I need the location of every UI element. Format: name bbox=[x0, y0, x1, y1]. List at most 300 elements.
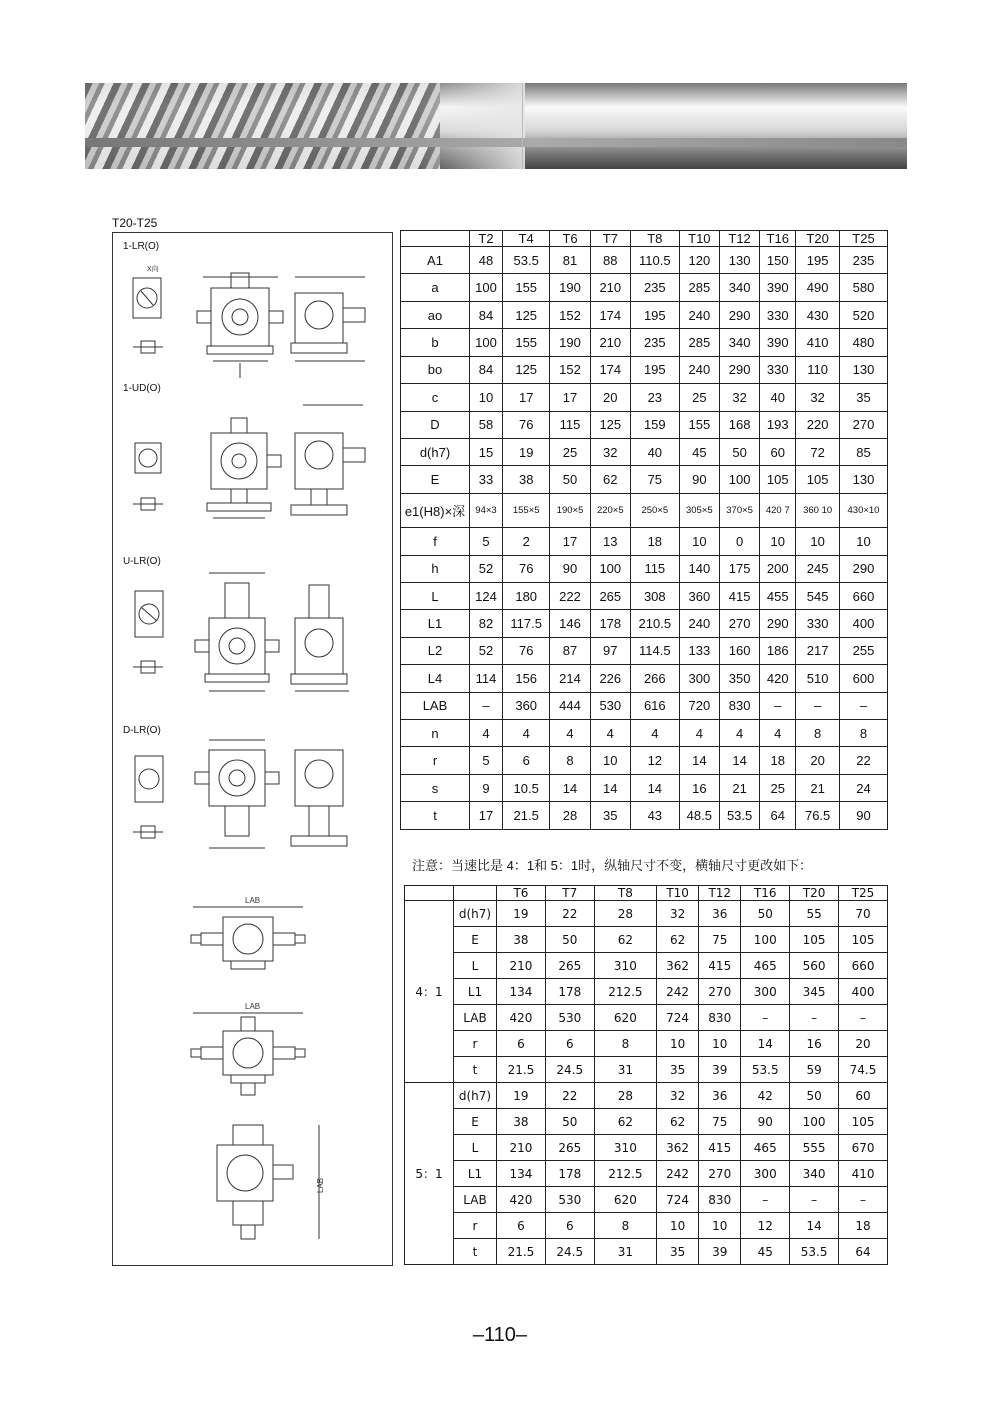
table-cell: 724 bbox=[657, 1005, 699, 1031]
table-cell: 212.5 bbox=[594, 979, 656, 1005]
table-cell: 76 bbox=[503, 555, 550, 582]
table-cell: 210 bbox=[590, 274, 630, 301]
table-cell: 130 bbox=[839, 356, 887, 383]
table-cell: 720 bbox=[679, 692, 719, 719]
table-cell: 28 bbox=[550, 802, 590, 830]
table-cell: 62 bbox=[657, 1109, 699, 1135]
table-cell: 35 bbox=[839, 384, 887, 411]
table-cell: 33 bbox=[470, 466, 503, 493]
table-cell: 14 bbox=[719, 747, 759, 774]
table-cell: 265 bbox=[545, 1135, 594, 1161]
table-cell: 420 7 bbox=[760, 493, 796, 527]
row-label: t bbox=[454, 1239, 497, 1265]
table-cell: 178 bbox=[545, 1161, 594, 1187]
table-cell: – bbox=[741, 1187, 790, 1213]
table-cell: 17 bbox=[550, 384, 590, 411]
banner-stripe bbox=[85, 138, 907, 147]
table-cell: 17 bbox=[503, 384, 550, 411]
table-cell: 105 bbox=[760, 466, 796, 493]
table-row bbox=[401, 610, 888, 637]
table-cell: 360 bbox=[503, 692, 550, 719]
table-cell: 53.5 bbox=[741, 1057, 790, 1083]
table-row bbox=[401, 384, 888, 411]
banner-divider bbox=[522, 83, 523, 169]
table-cell: 465 bbox=[741, 953, 790, 979]
table-cell: 340 bbox=[719, 329, 759, 356]
upper-housing bbox=[225, 583, 249, 618]
table-row bbox=[401, 411, 888, 438]
table-cell: 155 bbox=[679, 411, 719, 438]
shaft-bottom bbox=[231, 489, 247, 503]
row-label: L1 bbox=[401, 610, 470, 637]
table-cell: 520 bbox=[839, 301, 887, 328]
table-cell: 420 bbox=[497, 1187, 546, 1213]
table-cell: 21.5 bbox=[497, 1239, 546, 1265]
table-cell: 285 bbox=[679, 329, 719, 356]
spec-table bbox=[400, 230, 888, 830]
column-header: T20 bbox=[796, 231, 840, 247]
row-label: D bbox=[401, 411, 470, 438]
table-cell: 10.5 bbox=[503, 774, 550, 801]
table-cell: 12 bbox=[630, 747, 679, 774]
table-cell: 10 bbox=[839, 528, 887, 555]
table-cell: – bbox=[839, 1187, 888, 1213]
ratio-header-row bbox=[405, 886, 888, 901]
table-cell: 415 bbox=[699, 1135, 741, 1161]
table-cell: 174 bbox=[590, 301, 630, 328]
table-cell: 17 bbox=[550, 528, 590, 555]
table-cell: 345 bbox=[790, 979, 839, 1005]
table-cell: 266 bbox=[630, 665, 679, 692]
table-row bbox=[401, 747, 888, 774]
lab-label: LAB bbox=[245, 1002, 261, 1011]
table-cell: 214 bbox=[550, 665, 590, 692]
table-cell: 235 bbox=[630, 329, 679, 356]
table-cell: 36 bbox=[699, 901, 741, 927]
table-cell: 130 bbox=[719, 247, 759, 274]
table-cell: 32 bbox=[657, 901, 699, 927]
table-cell: 330 bbox=[760, 356, 796, 383]
table-cell: 74.5 bbox=[839, 1057, 888, 1083]
table-cell: 130 bbox=[839, 466, 887, 493]
section-title: T20-T25 bbox=[112, 216, 158, 230]
table-cell: 76 bbox=[503, 637, 550, 664]
row-label: A1 bbox=[401, 247, 470, 274]
table-cell: 724 bbox=[657, 1187, 699, 1213]
table-cell: 530 bbox=[545, 1005, 594, 1031]
row-label: E bbox=[454, 1109, 497, 1135]
table-cell: 6 bbox=[503, 747, 550, 774]
table-cell: 133 bbox=[679, 637, 719, 664]
table-cell: 62 bbox=[590, 466, 630, 493]
table-cell: 120 bbox=[679, 247, 719, 274]
column-header: T8 bbox=[594, 886, 656, 901]
ratio-table bbox=[404, 885, 888, 1265]
table-cell: 134 bbox=[497, 1161, 546, 1187]
column-header: T4 bbox=[503, 231, 550, 247]
table-cell: 270 bbox=[839, 411, 887, 438]
table-cell: 100 bbox=[590, 555, 630, 582]
table-cell: 25 bbox=[550, 438, 590, 465]
table-cell: 190 bbox=[550, 274, 590, 301]
table-cell: 88 bbox=[590, 247, 630, 274]
table-cell: 52 bbox=[470, 555, 503, 582]
table-cell: 212.5 bbox=[594, 1161, 656, 1187]
spec-table-body bbox=[401, 247, 888, 830]
drawing-1-lr bbox=[113, 233, 394, 383]
table-cell: 330 bbox=[796, 610, 840, 637]
row-label: r bbox=[454, 1213, 497, 1239]
table-cell: 270 bbox=[699, 979, 741, 1005]
table-cell: 25 bbox=[760, 774, 796, 801]
table-cell: 13 bbox=[590, 528, 630, 555]
header-banner bbox=[85, 83, 907, 169]
table-cell: 8 bbox=[796, 720, 840, 747]
table-cell: 6 bbox=[497, 1031, 546, 1057]
drawing-u-lr bbox=[113, 563, 394, 703]
table-cell: – bbox=[760, 692, 796, 719]
table-row bbox=[405, 901, 888, 927]
gearbox-body bbox=[211, 433, 267, 489]
table-cell: 14 bbox=[741, 1031, 790, 1057]
row-label: L bbox=[401, 582, 470, 609]
table-cell: 22 bbox=[545, 1083, 594, 1109]
banner-fade bbox=[345, 83, 525, 169]
ratio-group-label: 5：1 bbox=[405, 1083, 454, 1265]
table-cell: 415 bbox=[719, 582, 759, 609]
table-row bbox=[405, 1057, 888, 1083]
table-cell: 70 bbox=[839, 901, 888, 927]
table-cell: 62 bbox=[657, 927, 699, 953]
table-cell: 42 bbox=[741, 1083, 790, 1109]
table-cell: 20 bbox=[796, 747, 840, 774]
table-cell: 217 bbox=[796, 637, 840, 664]
table-cell: 40 bbox=[630, 438, 679, 465]
table-cell: 10 bbox=[679, 528, 719, 555]
table-cell: 6 bbox=[545, 1031, 594, 1057]
table-cell: 38 bbox=[503, 466, 550, 493]
table-cell: – bbox=[839, 1005, 888, 1031]
table-cell: 115 bbox=[550, 411, 590, 438]
table-cell: 21 bbox=[719, 774, 759, 801]
shaft-left bbox=[197, 311, 211, 323]
table-cell: 14 bbox=[550, 774, 590, 801]
table-cell: 174 bbox=[590, 356, 630, 383]
table-cell: 308 bbox=[630, 582, 679, 609]
table-cell: 38 bbox=[497, 927, 546, 953]
view-label: 1-UD(O) bbox=[123, 383, 161, 394]
table-row bbox=[401, 582, 888, 609]
table-cell: 114.5 bbox=[630, 637, 679, 664]
table-cell: 53.5 bbox=[503, 247, 550, 274]
table-cell: 193 bbox=[760, 411, 796, 438]
table-cell: – bbox=[470, 692, 503, 719]
table-cell: 200 bbox=[760, 555, 796, 582]
row-label: L bbox=[454, 953, 497, 979]
table-cell: 16 bbox=[790, 1031, 839, 1057]
table-cell: 62 bbox=[594, 927, 656, 953]
table-row bbox=[401, 247, 888, 274]
table-cell: 410 bbox=[796, 329, 840, 356]
table-row bbox=[401, 528, 888, 555]
table-cell: 90 bbox=[839, 802, 887, 830]
table-cell: 150 bbox=[760, 247, 796, 274]
table-cell: 10 bbox=[657, 1213, 699, 1239]
table-cell: 4 bbox=[760, 720, 796, 747]
x-dir-label: X向 bbox=[147, 266, 159, 273]
table-cell: 64 bbox=[839, 1239, 888, 1265]
table-row bbox=[405, 1109, 888, 1135]
table-cell: 50 bbox=[719, 438, 759, 465]
table-cell: 100 bbox=[470, 329, 503, 356]
table-cell: 5 bbox=[470, 528, 503, 555]
gearbox-body bbox=[209, 750, 265, 806]
table-cell: 480 bbox=[839, 329, 887, 356]
table-cell: 110.5 bbox=[630, 247, 679, 274]
table-row bbox=[401, 438, 888, 465]
table-cell: 555 bbox=[790, 1135, 839, 1161]
column-header: T2 bbox=[470, 231, 503, 247]
table-cell: 8 bbox=[594, 1213, 656, 1239]
table-row bbox=[401, 692, 888, 719]
table-cell: 190 bbox=[550, 329, 590, 356]
table-cell: 90 bbox=[550, 555, 590, 582]
table-cell: 210 bbox=[497, 953, 546, 979]
table-cell: 390 bbox=[760, 329, 796, 356]
table-cell: 125 bbox=[503, 301, 550, 328]
table-cell: 560 bbox=[790, 953, 839, 979]
table-cell: 226 bbox=[590, 665, 630, 692]
table-cell: 39 bbox=[699, 1239, 741, 1265]
corner-cell bbox=[401, 231, 470, 247]
table-cell: 75 bbox=[699, 927, 741, 953]
table-cell: 250×5 bbox=[630, 493, 679, 527]
table-cell: 32 bbox=[719, 384, 759, 411]
column-header: T25 bbox=[839, 231, 887, 247]
table-cell: 220 bbox=[796, 411, 840, 438]
row-label: bo bbox=[401, 356, 470, 383]
table-cell: 300 bbox=[679, 665, 719, 692]
table-cell: 155 bbox=[503, 329, 550, 356]
table-cell: 19 bbox=[497, 1083, 546, 1109]
table-row bbox=[405, 1213, 888, 1239]
table-cell: 50 bbox=[550, 466, 590, 493]
table-cell: 14 bbox=[590, 774, 630, 801]
table-cell: 175 bbox=[719, 555, 759, 582]
table-cell: 40 bbox=[760, 384, 796, 411]
table-cell: 18 bbox=[839, 1213, 888, 1239]
table-cell: 114 bbox=[470, 665, 503, 692]
table-row bbox=[405, 927, 888, 953]
table-cell: 245 bbox=[796, 555, 840, 582]
table-cell: 616 bbox=[630, 692, 679, 719]
table-cell: 420 bbox=[497, 1005, 546, 1031]
table-cell: – bbox=[790, 1187, 839, 1213]
table-cell: 140 bbox=[679, 555, 719, 582]
table-cell: 160 bbox=[719, 637, 759, 664]
column-header: T6 bbox=[497, 886, 546, 901]
table-row bbox=[405, 1135, 888, 1161]
table-cell: 390 bbox=[760, 274, 796, 301]
table-cell: 430 bbox=[796, 301, 840, 328]
table-cell: – bbox=[839, 692, 887, 719]
table-cell: 155×5 bbox=[503, 493, 550, 527]
ratio-group-label: 4：1 bbox=[405, 901, 454, 1083]
row-label: LAB bbox=[401, 692, 470, 719]
table-cell: 290 bbox=[719, 356, 759, 383]
row-label: L2 bbox=[401, 637, 470, 664]
table-cell: 360 10 bbox=[796, 493, 840, 527]
drawing-1-ud bbox=[113, 393, 394, 543]
lower-housing bbox=[225, 806, 249, 836]
table-cell: 58 bbox=[470, 411, 503, 438]
table-cell: 105 bbox=[839, 1109, 888, 1135]
table-cell: 35 bbox=[657, 1057, 699, 1083]
table-cell: 36 bbox=[699, 1083, 741, 1109]
drawing-d-lr bbox=[113, 728, 394, 868]
table-cell: 15 bbox=[470, 438, 503, 465]
table-cell: 530 bbox=[545, 1187, 594, 1213]
table-cell: 310 bbox=[594, 953, 656, 979]
lab-label: LAB bbox=[316, 1177, 325, 1193]
table-cell: 35 bbox=[590, 802, 630, 830]
table-cell: 152 bbox=[550, 356, 590, 383]
column-header: T16 bbox=[741, 886, 790, 901]
table-cell: 300 bbox=[741, 1161, 790, 1187]
table-row bbox=[401, 720, 888, 747]
table-cell: 410 bbox=[839, 1161, 888, 1187]
table-cell: 660 bbox=[839, 953, 888, 979]
table-cell: 285 bbox=[679, 274, 719, 301]
table-cell: 64 bbox=[760, 802, 796, 830]
column-header: T20 bbox=[790, 886, 839, 901]
table-cell: 25 bbox=[679, 384, 719, 411]
view-label: 1-LR(O) bbox=[123, 241, 160, 252]
table-row bbox=[405, 1239, 888, 1265]
table-cell: 10 bbox=[699, 1213, 741, 1239]
table-cell: 190×5 bbox=[550, 493, 590, 527]
table-cell: 10 bbox=[760, 528, 796, 555]
table-cell: 85 bbox=[839, 438, 887, 465]
table-cell: 580 bbox=[839, 274, 887, 301]
table-cell: 156 bbox=[503, 665, 550, 692]
row-label: c bbox=[401, 384, 470, 411]
table-cell: 76.5 bbox=[796, 802, 840, 830]
table-cell: 415 bbox=[699, 953, 741, 979]
table-row bbox=[405, 1187, 888, 1213]
table-cell: 670 bbox=[839, 1135, 888, 1161]
table-cell: 4 bbox=[470, 720, 503, 747]
table-cell: 24.5 bbox=[545, 1057, 594, 1083]
row-label: LAB bbox=[454, 1005, 497, 1031]
table-cell: 10 bbox=[590, 747, 630, 774]
table-cell: 155 bbox=[503, 274, 550, 301]
row-label: L bbox=[454, 1135, 497, 1161]
table-cell: 362 bbox=[657, 953, 699, 979]
table-cell: – bbox=[796, 692, 840, 719]
table-cell: 14 bbox=[790, 1213, 839, 1239]
table-cell: 660 bbox=[839, 582, 887, 609]
table-cell: 168 bbox=[719, 411, 759, 438]
table-cell: 24 bbox=[839, 774, 887, 801]
table-cell: 290 bbox=[839, 555, 887, 582]
table-cell: 600 bbox=[839, 665, 887, 692]
table-cell: 90 bbox=[679, 466, 719, 493]
table-cell: 50 bbox=[790, 1083, 839, 1109]
table-cell: 290 bbox=[719, 301, 759, 328]
table-cell: 97 bbox=[590, 637, 630, 664]
table-cell: – bbox=[741, 1005, 790, 1031]
column-header: T10 bbox=[679, 231, 719, 247]
row-label: E bbox=[454, 927, 497, 953]
row-label: r bbox=[454, 1031, 497, 1057]
table-cell: 32 bbox=[657, 1083, 699, 1109]
table-row bbox=[401, 356, 888, 383]
row-label: h bbox=[401, 555, 470, 582]
corner-cell bbox=[405, 886, 454, 901]
table-cell: 220×5 bbox=[590, 493, 630, 527]
table-cell: 270 bbox=[719, 610, 759, 637]
spec-header-row bbox=[401, 231, 888, 247]
table-row bbox=[405, 953, 888, 979]
table-cell: 115 bbox=[630, 555, 679, 582]
table-cell: 8 bbox=[594, 1031, 656, 1057]
table-cell: 28 bbox=[594, 1083, 656, 1109]
table-row bbox=[405, 1005, 888, 1031]
table-row bbox=[401, 774, 888, 801]
gearbox-body bbox=[209, 618, 265, 674]
column-header: T7 bbox=[545, 886, 594, 901]
shaft-top bbox=[231, 273, 249, 288]
table-cell: 400 bbox=[839, 979, 888, 1005]
side-shaft bbox=[343, 308, 365, 322]
table-cell: 19 bbox=[503, 438, 550, 465]
table-row bbox=[405, 1161, 888, 1187]
shaft-top bbox=[231, 418, 247, 433]
table-cell: 255 bbox=[839, 637, 887, 664]
table-cell: 242 bbox=[657, 979, 699, 1005]
table-row bbox=[401, 637, 888, 664]
row-label: s bbox=[401, 774, 470, 801]
table-cell: 830 bbox=[719, 692, 759, 719]
table-cell: 310 bbox=[594, 1135, 656, 1161]
table-cell: 8 bbox=[839, 720, 887, 747]
table-cell: 235 bbox=[630, 274, 679, 301]
table-cell: 39 bbox=[699, 1057, 741, 1083]
table-cell: 5 bbox=[470, 747, 503, 774]
table-cell: 100 bbox=[790, 1109, 839, 1135]
table-cell: 45 bbox=[679, 438, 719, 465]
table-cell: 186 bbox=[760, 637, 796, 664]
table-cell: 4 bbox=[630, 720, 679, 747]
table-cell: 10 bbox=[699, 1031, 741, 1057]
table-cell: 125 bbox=[503, 356, 550, 383]
table-cell: 0 bbox=[719, 528, 759, 555]
table-cell: 90 bbox=[741, 1109, 790, 1135]
table-cell: 72 bbox=[796, 438, 840, 465]
table-cell: 48 bbox=[470, 247, 503, 274]
table-row bbox=[401, 301, 888, 328]
row-label: r bbox=[401, 747, 470, 774]
column-header: T12 bbox=[699, 886, 741, 901]
table-cell: 105 bbox=[796, 466, 840, 493]
table-cell: 6 bbox=[497, 1213, 546, 1239]
table-cell: 24.5 bbox=[545, 1239, 594, 1265]
table-cell: 242 bbox=[657, 1161, 699, 1187]
table-cell: 45 bbox=[741, 1239, 790, 1265]
gearbox-body bbox=[211, 288, 269, 346]
table-cell: 370×5 bbox=[719, 493, 759, 527]
